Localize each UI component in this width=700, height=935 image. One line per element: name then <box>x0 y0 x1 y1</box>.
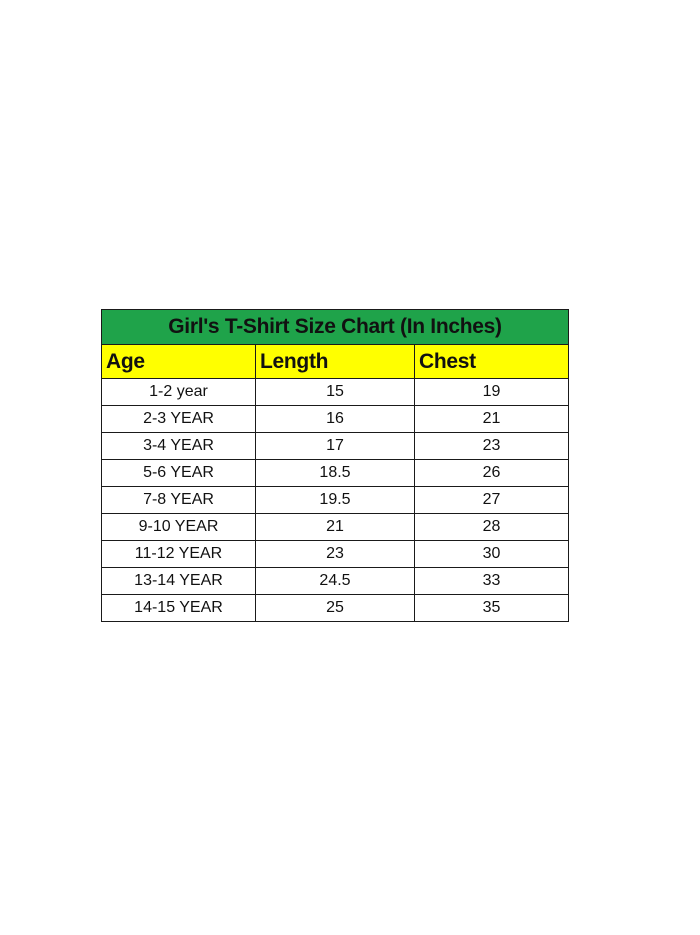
chest-cell: 21 <box>415 406 569 433</box>
length-cell: 23 <box>256 541 415 568</box>
header-row <box>102 345 569 379</box>
length-cell: 15 <box>256 379 415 406</box>
chest-cell: 28 <box>415 514 569 541</box>
age-cell: 9-10 YEAR <box>102 514 256 541</box>
age-cell: 5-6 YEAR <box>102 460 256 487</box>
age-cell: 3-4 YEAR <box>102 433 256 460</box>
table-row <box>102 379 569 406</box>
length-cell: 24.5 <box>256 568 415 595</box>
table-row <box>102 595 569 622</box>
header-chest: Chest <box>415 345 569 379</box>
chest-cell: 27 <box>415 487 569 514</box>
age-cell: 2-3 YEAR <box>102 406 256 433</box>
length-cell: 21 <box>256 514 415 541</box>
age-cell: 1-2 year <box>102 379 256 406</box>
chest-cell: 35 <box>415 595 569 622</box>
chest-cell: 19 <box>415 379 569 406</box>
chest-cell: 33 <box>415 568 569 595</box>
length-cell: 17 <box>256 433 415 460</box>
table-row <box>102 433 569 460</box>
table-title: Girl's T-Shirt Size Chart (In Inches) <box>102 310 569 345</box>
table-row <box>102 568 569 595</box>
title-row <box>102 310 569 345</box>
header-age: Age <box>102 345 256 379</box>
age-cell: 14-15 YEAR <box>102 595 256 622</box>
chest-cell: 30 <box>415 541 569 568</box>
length-cell: 18.5 <box>256 460 415 487</box>
age-cell: 11-12 YEAR <box>102 541 256 568</box>
chest-cell: 26 <box>415 460 569 487</box>
table-row <box>102 406 569 433</box>
table-row <box>102 514 569 541</box>
header-length: Length <box>256 345 415 379</box>
chest-cell: 23 <box>415 433 569 460</box>
size-chart-table <box>101 309 569 622</box>
table-row <box>102 487 569 514</box>
length-cell: 25 <box>256 595 415 622</box>
table-row <box>102 541 569 568</box>
length-cell: 16 <box>256 406 415 433</box>
table-row <box>102 460 569 487</box>
length-cell: 19.5 <box>256 487 415 514</box>
age-cell: 7-8 YEAR <box>102 487 256 514</box>
age-cell: 13-14 YEAR <box>102 568 256 595</box>
